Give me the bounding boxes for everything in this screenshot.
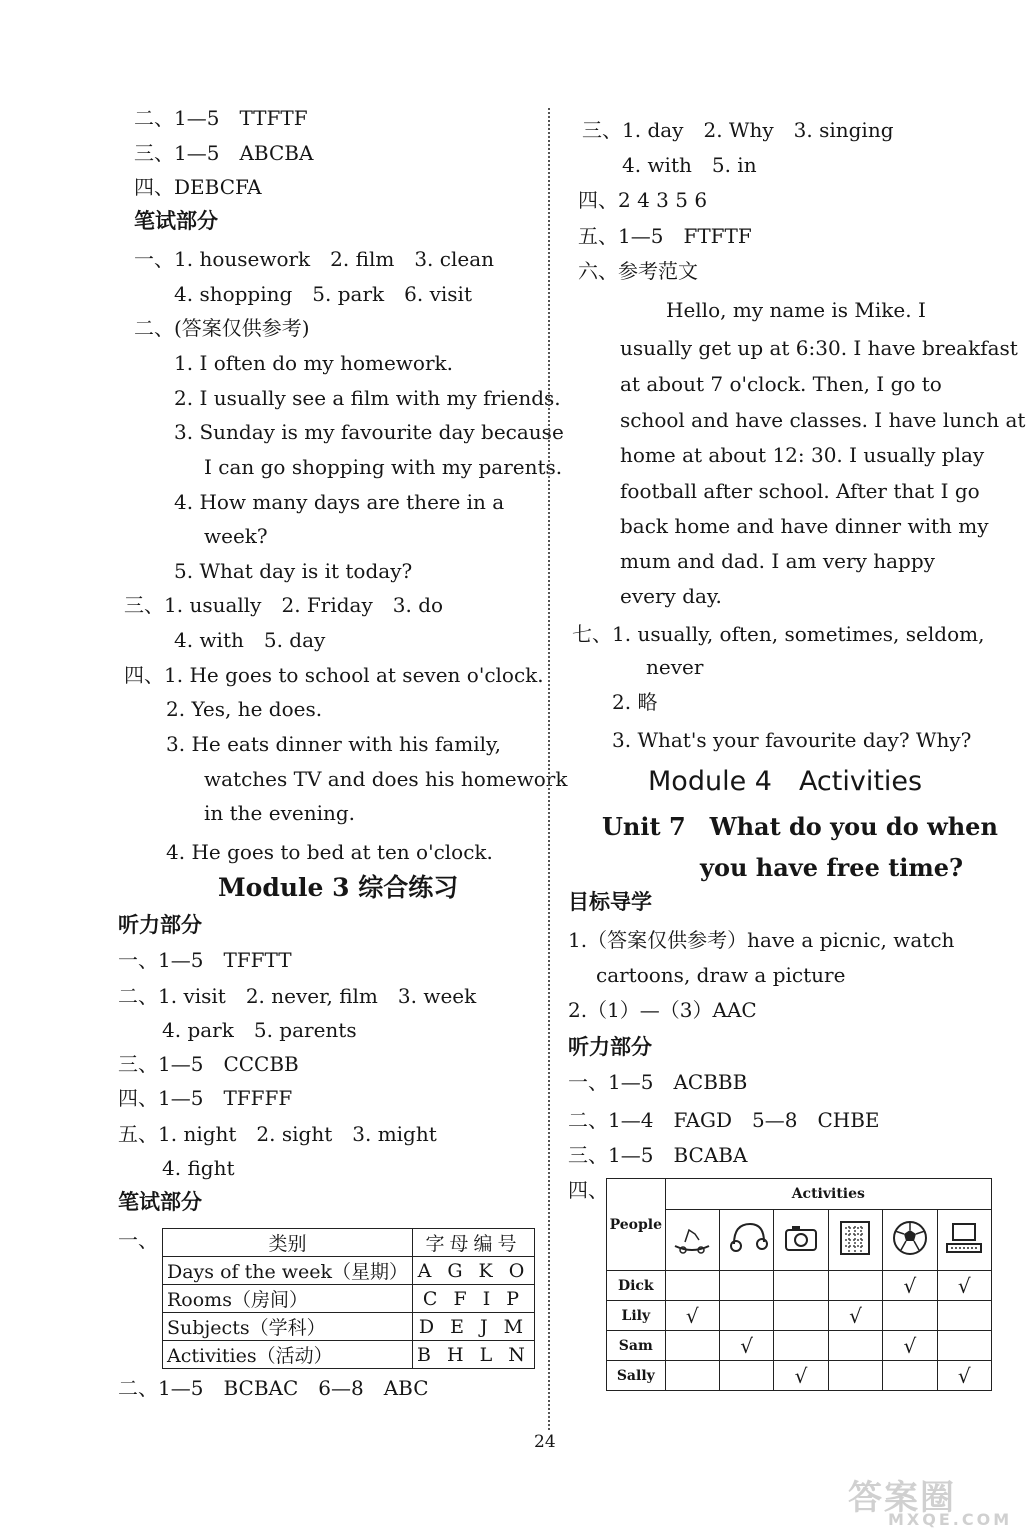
section-heading: 笔试部分 xyxy=(134,208,218,233)
section-heading: 听力部分 xyxy=(568,1034,652,1059)
watermark-url: MXQE.COM xyxy=(888,1510,1013,1529)
table-cell xyxy=(828,1271,882,1301)
answer-line: 一、1—5 ACBBB xyxy=(568,1070,748,1094)
table-cell xyxy=(774,1271,828,1301)
table-cell xyxy=(719,1331,773,1361)
table-cell xyxy=(665,1301,719,1331)
answer-line: 4. How many days are there in a xyxy=(174,490,505,514)
answer-line: 二、1—5 BCBAC 6—8 ABC xyxy=(118,1376,429,1400)
table-cell: Subjects（学科） xyxy=(163,1313,413,1341)
answer-line: 4. shopping 5. park 6. visit xyxy=(174,282,472,306)
watermark xyxy=(840,1470,1020,1530)
answer-line: 三、1—5 CCCBB xyxy=(118,1052,299,1076)
table-cell xyxy=(883,1361,937,1391)
answer-line: 四、2 4 3 5 6 xyxy=(578,188,708,212)
table-cell xyxy=(937,1301,991,1331)
answer-line: 五、1. night 2. sight 3. might xyxy=(118,1122,437,1146)
answer-line: I can go shopping with my parents. xyxy=(204,455,563,479)
essay-line: mum and dad. I am very happy xyxy=(620,549,935,573)
answer-line: 一、1—5 TFFTT xyxy=(118,948,292,972)
answer-line: 一、 xyxy=(118,1228,158,1252)
table-header: 字母编号 xyxy=(413,1229,535,1257)
football-icon xyxy=(883,1210,937,1271)
table-cell xyxy=(937,1271,991,1301)
table-cell xyxy=(828,1331,882,1361)
answer-line: 四、DEBCFA xyxy=(134,175,262,199)
check-mark: √ xyxy=(903,1333,917,1358)
table-row xyxy=(163,1313,535,1341)
table-row xyxy=(607,1210,992,1271)
answer-line: 三、1—5 BCABA xyxy=(568,1143,748,1167)
essay-line: usually get up at 6:30. I have breakfast xyxy=(620,336,1018,360)
table-header: Activities xyxy=(665,1179,991,1210)
module-title: Module 3 综合练习 xyxy=(218,873,459,902)
computer-icon xyxy=(937,1210,991,1271)
answer-line: 3. What's your favourite day? Why? xyxy=(612,728,972,752)
table-header: People xyxy=(607,1179,666,1271)
essay-line: home at about 12: 30. I usually play xyxy=(620,443,985,467)
answer-line: 六、参考范文 xyxy=(578,259,698,283)
table-cell xyxy=(883,1301,937,1331)
answer-line: 三、1—5 ABCBA xyxy=(134,141,314,165)
page-number: 24 xyxy=(534,1432,556,1452)
answer-line: cartoons, draw a picture xyxy=(596,963,846,987)
table-cell: C F I P xyxy=(413,1285,535,1313)
table-cell xyxy=(774,1361,828,1391)
check-mark: √ xyxy=(903,1273,917,1298)
activities-table xyxy=(606,1178,992,1391)
camera-icon xyxy=(774,1210,828,1271)
section-heading: 笔试部分 xyxy=(118,1189,202,1214)
answer-line: 2. Yes, he does. xyxy=(166,697,323,721)
section-heading: 听力部分 xyxy=(118,912,202,937)
answer-line: 4. fight xyxy=(162,1156,235,1180)
check-mark: √ xyxy=(957,1363,971,1388)
table-row xyxy=(607,1301,992,1331)
check-mark: √ xyxy=(957,1273,971,1298)
table-cell xyxy=(665,1271,719,1301)
table-cell xyxy=(665,1361,719,1391)
answer-line: 4. He goes to bed at ten o'clock. xyxy=(166,840,493,864)
essay-line: Hello, my name is Mike. I xyxy=(666,298,926,322)
answer-line: 4. with 5. day xyxy=(174,628,326,652)
table-row xyxy=(163,1229,535,1257)
check-mark: √ xyxy=(794,1363,808,1388)
answer-line: watches TV and does his homework xyxy=(204,767,568,791)
headphones-icon xyxy=(719,1210,773,1271)
table-cell: D E J M xyxy=(413,1313,535,1341)
answer-line: 3. He eats dinner with his family, xyxy=(166,732,501,756)
table-cell xyxy=(828,1361,882,1391)
answer-line: 5. What day is it today? xyxy=(174,559,413,583)
answer-line: 3. Sunday is my favourite day because xyxy=(174,420,564,444)
answer-line: 1.（答案仅供参考）have a picnic, watch xyxy=(568,928,955,952)
unit-title: you have free time? xyxy=(700,853,964,882)
table-row xyxy=(607,1361,992,1391)
person-name: Lily xyxy=(607,1301,666,1331)
answer-line: 三、1. day 2. Why 3. singing xyxy=(582,118,894,142)
table-cell xyxy=(937,1361,991,1391)
answer-line: 2.（1）—（3）AAC xyxy=(568,998,757,1022)
answer-line: 二、1—5 TTFTF xyxy=(134,106,308,130)
module-title: Module 4 Activities xyxy=(648,766,923,797)
table-cell xyxy=(883,1271,937,1301)
table-cell xyxy=(719,1271,773,1301)
table-cell xyxy=(665,1331,719,1361)
skateboard-icon xyxy=(665,1210,719,1271)
essay-line: football after school. After that I go xyxy=(620,479,980,503)
essay-line: every day. xyxy=(620,584,722,608)
table-cell xyxy=(719,1301,773,1331)
answer-line: never xyxy=(646,655,704,679)
answer-line: 一、1. housework 2. film 3. clean xyxy=(134,247,494,271)
answer-line: 4. with 5. in xyxy=(622,153,757,177)
table-cell: Activities（活动） xyxy=(163,1341,413,1369)
table-cell: Rooms（房间） xyxy=(163,1285,413,1313)
table-row xyxy=(607,1179,992,1210)
person-name: Sam xyxy=(607,1331,666,1361)
check-mark: √ xyxy=(849,1303,862,1328)
person-name: Dick xyxy=(607,1271,666,1301)
essay-line: back home and have dinner with my xyxy=(620,514,989,538)
answer-line: 1. I often do my homework. xyxy=(174,351,453,375)
answer-line: 2. 略 xyxy=(612,690,658,714)
person-name: Sally xyxy=(607,1361,666,1391)
column-divider xyxy=(548,108,550,1430)
table-cell xyxy=(774,1301,828,1331)
essay-line: at about 7 o'clock. Then, I go to xyxy=(620,372,942,396)
essay-line: school and have classes. I have lunch at xyxy=(620,408,1026,432)
table-cell xyxy=(719,1361,773,1391)
answer-line: 四、1—5 TFFFF xyxy=(118,1086,293,1110)
check-mark: √ xyxy=(685,1303,699,1328)
section-heading: 目标导学 xyxy=(568,889,652,914)
table-row xyxy=(163,1257,535,1285)
answer-line: 二、(答案仅供参考) xyxy=(134,316,310,340)
table-row xyxy=(163,1341,535,1369)
answer-line: 四、1. He goes to school at seven o'clock. xyxy=(124,663,544,687)
answer-line: 二、1. visit 2. never, film 3. week xyxy=(118,984,477,1008)
board-game-icon xyxy=(828,1210,882,1271)
table-cell: A G K O xyxy=(413,1257,535,1285)
answer-line: 七、1. usually, often, sometimes, seldom, xyxy=(572,622,985,646)
answer-line: 4. park 5. parents xyxy=(162,1018,357,1042)
category-table xyxy=(162,1228,535,1369)
check-mark: √ xyxy=(740,1333,754,1358)
table-cell xyxy=(828,1301,882,1331)
unit-title: Unit 7 What do you do when xyxy=(602,812,998,841)
answer-line: in the evening. xyxy=(204,801,356,825)
answer-line: week? xyxy=(204,524,268,548)
table-row xyxy=(163,1285,535,1313)
answer-line: 二、1—4 FAGD 5—8 CHBE xyxy=(568,1108,880,1132)
table-header: 类别 xyxy=(163,1229,413,1257)
watermark-text: 答案圈 xyxy=(848,1478,956,1518)
table-row xyxy=(607,1331,992,1361)
table-cell xyxy=(937,1331,991,1361)
table-row xyxy=(607,1271,992,1301)
table-cell: B H L N xyxy=(413,1341,535,1369)
table-cell xyxy=(883,1331,937,1361)
answer-line: 2. I usually see a film with my friends. xyxy=(174,386,561,410)
table-cell: Days of the week（星期） xyxy=(163,1257,413,1285)
table-cell xyxy=(774,1331,828,1361)
answer-line: 四、 xyxy=(568,1178,608,1202)
answer-line: 三、1. usually 2. Friday 3. do xyxy=(124,593,444,617)
answer-line: 五、1—5 FTFTF xyxy=(578,224,752,248)
